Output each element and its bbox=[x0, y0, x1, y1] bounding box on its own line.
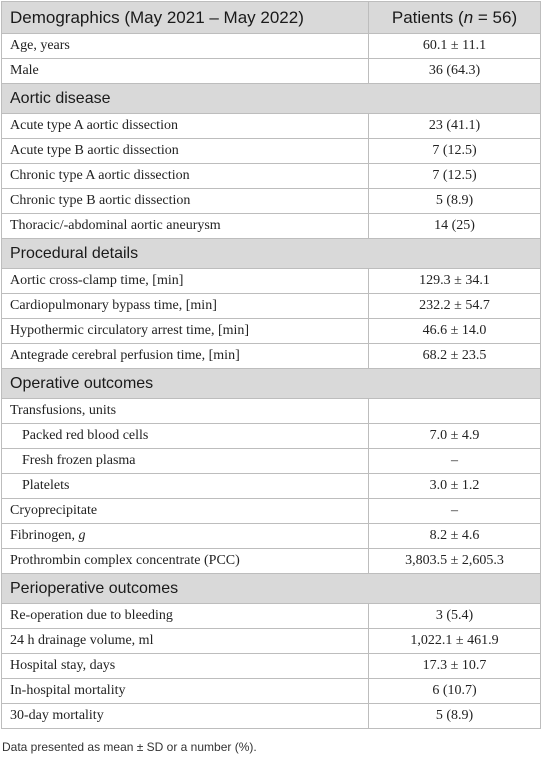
row-value-bypass: 232.2 ± 54.7 bbox=[369, 294, 541, 319]
row-value-acute-b: 7 (12.5) bbox=[369, 139, 541, 164]
fibrinogen-label-text: Fibrinogen, bbox=[10, 528, 79, 543]
row-label-male: Male bbox=[2, 59, 369, 84]
fibrinogen-unit: g bbox=[78, 528, 86, 543]
header-patients-n: n bbox=[463, 7, 474, 27]
row-label-inhospital: In-hospital mortality bbox=[2, 679, 369, 704]
row-label-bypass: Cardiopulmonary bypass time, [min] bbox=[2, 294, 369, 319]
section-title-perioperative: Perioperative outcomes bbox=[2, 574, 541, 604]
row-label-ffp: Fresh frozen plasma bbox=[2, 449, 369, 474]
row-label-cryo: Cryoprecipitate bbox=[2, 499, 369, 524]
row-label-transfusions: Transfusions, units bbox=[2, 399, 369, 424]
demographics-table bbox=[1, 1, 541, 729]
row-label-acute-a: Acute type A aortic dissection bbox=[2, 114, 369, 139]
row-value-fibrinogen: 8.2 ± 4.6 bbox=[369, 524, 541, 549]
table-row bbox=[2, 214, 541, 239]
section-title-operative: Operative outcomes bbox=[2, 369, 541, 399]
row-label-pcc: Prothrombin complex concentrate (PCC) bbox=[2, 549, 369, 574]
table-row bbox=[2, 629, 541, 654]
table-row bbox=[2, 269, 541, 294]
table-row bbox=[2, 654, 541, 679]
table-row bbox=[2, 344, 541, 369]
row-value-platelets: 3.0 ± 1.2 bbox=[369, 474, 541, 499]
row-label-drainage: 24 h drainage volume, ml bbox=[2, 629, 369, 654]
row-label-chronic-a: Chronic type A aortic dissection bbox=[2, 164, 369, 189]
table-row bbox=[2, 524, 541, 549]
row-value-aneurysm: 14 (25) bbox=[369, 214, 541, 239]
row-value-cryo: – bbox=[369, 499, 541, 524]
table-row bbox=[2, 294, 541, 319]
row-value-age: 60.1 ± 11.1 bbox=[369, 34, 541, 59]
row-label-aneurysm: Thoracic/-abdominal aortic aneurysm bbox=[2, 214, 369, 239]
row-label-stay: Hospital stay, days bbox=[2, 654, 369, 679]
row-label-age: Age, years bbox=[2, 34, 369, 59]
section-procedural-details bbox=[2, 239, 541, 269]
row-value-stay: 17.3 ± 10.7 bbox=[369, 654, 541, 679]
header-patients bbox=[369, 2, 541, 34]
header-row bbox=[2, 2, 541, 34]
row-value-male: 36 (64.3) bbox=[369, 59, 541, 84]
row-value-thirty: 5 (8.9) bbox=[369, 704, 541, 729]
section-aortic-disease bbox=[2, 84, 541, 114]
table-row bbox=[2, 139, 541, 164]
row-value-pcc: 3,803.5 ± 2,605.3 bbox=[369, 549, 541, 574]
table-row bbox=[2, 34, 541, 59]
header-demographics: Demographics (May 2021 – May 2022) bbox=[2, 2, 369, 34]
row-value-acute-a: 23 (41.1) bbox=[369, 114, 541, 139]
row-value-rbc: 7.0 ± 4.9 bbox=[369, 424, 541, 449]
row-value-reop: 3 (5.4) bbox=[369, 604, 541, 629]
table-row bbox=[2, 164, 541, 189]
table-row bbox=[2, 319, 541, 344]
row-label-reop: Re-operation due to bleeding bbox=[2, 604, 369, 629]
header-patients-suffix: = 56) bbox=[473, 7, 518, 27]
table-row bbox=[2, 549, 541, 574]
row-label-fibrinogen bbox=[2, 524, 369, 549]
table-row bbox=[2, 189, 541, 214]
row-value-chronic-b: 5 (8.9) bbox=[369, 189, 541, 214]
row-label-acute-b: Acute type B aortic dissection bbox=[2, 139, 369, 164]
row-label-rbc: Packed red blood cells bbox=[2, 424, 369, 449]
row-value-drainage: 1,022.1 ± 461.9 bbox=[369, 629, 541, 654]
section-perioperative-outcomes bbox=[2, 574, 541, 604]
row-label-platelets: Platelets bbox=[2, 474, 369, 499]
row-value-transfusions bbox=[369, 399, 541, 424]
table-row bbox=[2, 114, 541, 139]
row-label-perfusion: Antegrade cerebral perfusion time, [min] bbox=[2, 344, 369, 369]
table-row bbox=[2, 399, 541, 424]
row-value-arrest: 46.6 ± 14.0 bbox=[369, 319, 541, 344]
table-row bbox=[2, 604, 541, 629]
row-label-arrest: Hypothermic circulatory arrest time, [min] bbox=[2, 319, 369, 344]
table-row bbox=[2, 679, 541, 704]
section-operative-outcomes bbox=[2, 369, 541, 399]
section-title-procedural: Procedural details bbox=[2, 239, 541, 269]
table-footnote: Data presented as mean ± SD or a number (%). bbox=[2, 740, 257, 754]
row-label-chronic-b: Chronic type B aortic dissection bbox=[2, 189, 369, 214]
table-row bbox=[2, 499, 541, 524]
row-label-thirty: 30-day mortality bbox=[2, 704, 369, 729]
row-value-inhospital: 6 (10.7) bbox=[369, 679, 541, 704]
table-row bbox=[2, 449, 541, 474]
row-label-clamp: Aortic cross-clamp time, [min] bbox=[2, 269, 369, 294]
table-row bbox=[2, 704, 541, 729]
table-row bbox=[2, 474, 541, 499]
row-value-clamp: 129.3 ± 34.1 bbox=[369, 269, 541, 294]
row-value-chronic-a: 7 (12.5) bbox=[369, 164, 541, 189]
table-row bbox=[2, 59, 541, 84]
table-row bbox=[2, 424, 541, 449]
row-value-perfusion: 68.2 ± 23.5 bbox=[369, 344, 541, 369]
section-title-aortic: Aortic disease bbox=[2, 84, 541, 114]
header-patients-prefix: Patients ( bbox=[391, 7, 464, 27]
row-value-ffp: – bbox=[369, 449, 541, 474]
